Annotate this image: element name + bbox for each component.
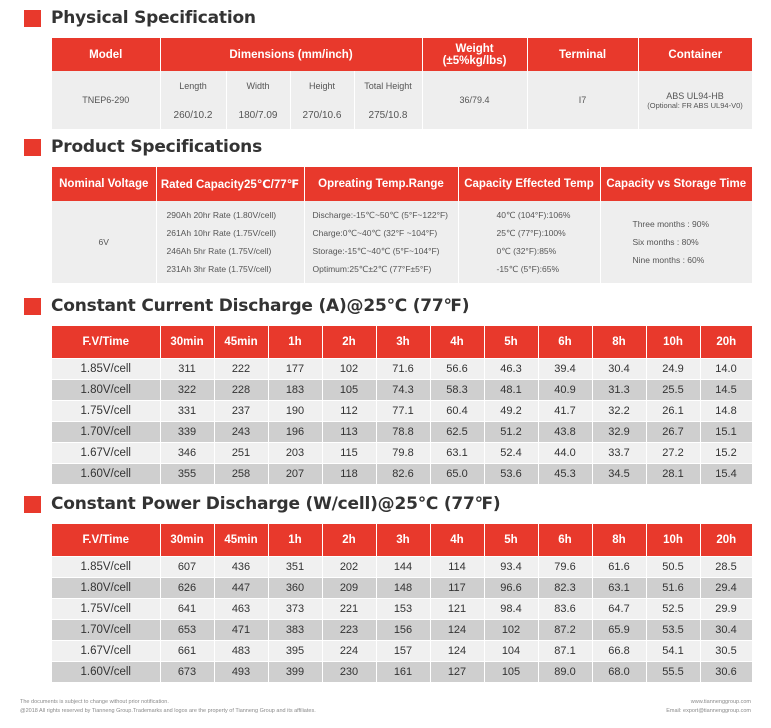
rated-capacity-item: 290Ah 20hr Rate (1.80V/cell) (166, 210, 277, 220)
section-marker-icon (24, 298, 41, 315)
table-cell: 124 (430, 640, 484, 661)
table-cell: 127 (430, 661, 484, 682)
table-cell: 30.5 (700, 640, 752, 661)
table-cell: 29.9 (700, 598, 752, 619)
nominal-voltage-value: 6V (52, 201, 156, 283)
current-col-header: 1h (268, 326, 322, 358)
table-cell: 339 (160, 421, 214, 442)
voltage-label: 1.67V/cell (52, 442, 160, 463)
table-cell: 30.4 (700, 619, 752, 640)
table-cell: 65.9 (592, 619, 646, 640)
table-cell: 383 (268, 619, 322, 640)
table-cell: 447 (214, 577, 268, 598)
table-cell: 221 (322, 598, 376, 619)
table-cell: 399 (268, 661, 322, 682)
table-cell: 87.1 (538, 640, 592, 661)
current-col-header: 20h (700, 326, 752, 358)
footer-email: Email: export@tiannenggroup.com (666, 708, 751, 714)
capacity-temp-item: -15℃ (5°F):65% (496, 264, 560, 274)
current-col-header: 6h (538, 326, 592, 358)
footer-left-line-1: The documents is subject to change without prior notification. (20, 699, 169, 705)
table-cell: 29.4 (700, 577, 752, 598)
table-cell: 32.9 (592, 421, 646, 442)
container-line-1: ABS UL94-HB (666, 90, 724, 101)
header-capacity-storage: Capacity vs Storage Time (600, 167, 752, 201)
table-cell: 203 (268, 442, 322, 463)
rated-capacity-item: 231Ah 3hr Rate (1.75V/cell) (166, 264, 272, 274)
power-col-header: 6h (538, 524, 592, 556)
table-cell: 62.5 (430, 421, 484, 442)
container-line-2: (Optional: FR ABS UL94-V0) (647, 100, 743, 110)
table-cell: 121 (430, 598, 484, 619)
table-cell: 54.1 (646, 640, 700, 661)
table-cell: 93.4 (484, 556, 538, 577)
power-col-header: 1h (268, 524, 322, 556)
section-marker-icon (24, 139, 41, 156)
table-cell: 673 (160, 661, 214, 682)
table-cell: 177 (268, 358, 322, 379)
table-cell: 25.5 (646, 379, 700, 400)
table-cell: 24.9 (646, 358, 700, 379)
table-row (52, 421, 752, 442)
capacity-storage-item: Three months : 90% (632, 219, 710, 229)
table-row (52, 577, 752, 598)
operating-temp-item: Optimum:25℃±2℃ (77°F±5°F) (312, 264, 432, 274)
table-cell: 626 (160, 577, 214, 598)
capacity-storage-item: Nine months : 60% (632, 255, 705, 265)
physical-spec-title: Physical Specification (24, 8, 256, 28)
sub-header-total-height: Total Height (354, 71, 422, 101)
table-row (52, 619, 752, 640)
table-cell: 15.1 (700, 421, 752, 442)
table-cell: 44.0 (538, 442, 592, 463)
sub-header-width: Width (226, 71, 290, 101)
table-cell: 183 (268, 379, 322, 400)
table-cell: 14.5 (700, 379, 752, 400)
power-col-header: 3h (376, 524, 430, 556)
weight-value: 36/79.4 (422, 71, 527, 129)
table-cell: 258 (214, 463, 268, 484)
table-cell: 228 (214, 379, 268, 400)
table-cell: 96.6 (484, 577, 538, 598)
power-col-header: 4h (430, 524, 484, 556)
table-cell: 15.4 (700, 463, 752, 484)
current-discharge-table (52, 326, 753, 484)
table-cell: 114 (430, 556, 484, 577)
operating-temp-item: Storage:-15℃~40℃ (5°F~104°F) (312, 246, 440, 256)
table-cell: 34.5 (592, 463, 646, 484)
table-cell: 102 (322, 358, 376, 379)
table-cell: 26.7 (646, 421, 700, 442)
voltage-label: 1.85V/cell (52, 556, 160, 577)
capacity-temp-item: 40℃ (104°F):106% (496, 210, 571, 220)
table-row (52, 400, 752, 421)
table-cell: 53.5 (646, 619, 700, 640)
power-col-header: 45min (214, 524, 268, 556)
table-cell: 351 (268, 556, 322, 577)
current-col-header: F.V/Time (52, 326, 160, 358)
table-cell: 51.6 (646, 577, 700, 598)
table-cell: 41.7 (538, 400, 592, 421)
table-row (52, 598, 752, 619)
terminal-value: I7 (527, 71, 638, 129)
power-col-header: 30min (160, 524, 214, 556)
table-cell: 50.5 (646, 556, 700, 577)
current-col-header: 2h (322, 326, 376, 358)
table-cell: 144 (376, 556, 430, 577)
section-marker-icon (24, 10, 41, 27)
rated-capacity-list (156, 201, 304, 283)
voltage-label: 1.67V/cell (52, 640, 160, 661)
model-value: TNEP6-290 (52, 71, 160, 129)
voltage-label: 1.80V/cell (52, 577, 160, 598)
operating-temp-item: Discharge:-15℃~50℃ (5°F~122°F) (312, 210, 449, 220)
header-capacity-temp: Capacity Effected Temp (458, 167, 600, 201)
table-cell: 113 (322, 421, 376, 442)
header-dimensions: Dimensions (mm/inch) (160, 38, 422, 71)
table-cell: 222 (214, 358, 268, 379)
table-cell: 153 (376, 598, 430, 619)
section-marker-icon (24, 496, 41, 513)
table-cell: 15.2 (700, 442, 752, 463)
table-cell: 83.6 (538, 598, 592, 619)
table-cell: 653 (160, 619, 214, 640)
voltage-label: 1.75V/cell (52, 598, 160, 619)
header-model: Model (52, 38, 160, 71)
table-cell: 471 (214, 619, 268, 640)
table-cell: 230 (322, 661, 376, 682)
table-cell: 56.6 (430, 358, 484, 379)
table-cell: 641 (160, 598, 214, 619)
table-cell: 46.3 (484, 358, 538, 379)
table-cell: 87.2 (538, 619, 592, 640)
table-cell: 28.1 (646, 463, 700, 484)
table-cell: 331 (160, 400, 214, 421)
table-cell: 40.9 (538, 379, 592, 400)
table-cell: 74.3 (376, 379, 430, 400)
table-cell: 105 (484, 661, 538, 682)
voltage-label: 1.85V/cell (52, 358, 160, 379)
table-row (52, 661, 752, 682)
table-cell: 124 (430, 619, 484, 640)
table-row (52, 640, 752, 661)
table-cell: 39.4 (538, 358, 592, 379)
table-cell: 26.1 (646, 400, 700, 421)
table-cell: 223 (322, 619, 376, 640)
current-col-header: 5h (484, 326, 538, 358)
current-col-header: 30min (160, 326, 214, 358)
table-cell: 463 (214, 598, 268, 619)
sub-header-height: Height (290, 71, 354, 101)
table-cell: 82.6 (376, 463, 430, 484)
table-cell: 27.2 (646, 442, 700, 463)
footer-disclaimer (20, 698, 316, 716)
capacity-storage-item: Six months : 80% (632, 237, 699, 247)
table-cell: 65.0 (430, 463, 484, 484)
power-col-header: 5h (484, 524, 538, 556)
table-cell: 79.8 (376, 442, 430, 463)
current-col-header: 4h (430, 326, 484, 358)
voltage-label: 1.70V/cell (52, 619, 160, 640)
table-cell: 28.5 (700, 556, 752, 577)
table-row (52, 379, 752, 400)
voltage-label: 1.70V/cell (52, 421, 160, 442)
power-discharge-title: Constant Power Discharge (W/cell)@25℃ (77℉) (24, 494, 501, 514)
current-col-header: 45min (214, 326, 268, 358)
capacity-storage-list (600, 201, 752, 283)
table-cell: 55.5 (646, 661, 700, 682)
table-cell: 71.6 (376, 358, 430, 379)
header-container: Container (638, 38, 752, 71)
table-cell: 77.1 (376, 400, 430, 421)
operating-temp-list (304, 201, 458, 283)
footer-left-line-2: @2018 All rights reserved by Tianneng Group.Trademarks and logos are the property of Tianneng Group and its affiliates. (20, 708, 316, 714)
table-cell: 346 (160, 442, 214, 463)
table-cell: 61.6 (592, 556, 646, 577)
capacity-temp-item: 0℃ (32°F):85% (496, 246, 557, 256)
table-cell: 52.4 (484, 442, 538, 463)
width-value: 180/7.09 (226, 101, 290, 129)
table-cell: 104 (484, 640, 538, 661)
table-cell: 48.1 (484, 379, 538, 400)
operating-temp-item: Charge:0℃~40℃ (32°F ~104°F) (312, 228, 438, 238)
header-weight: Weight (±5%kg/lbs) (422, 38, 527, 71)
power-col-header: 8h (592, 524, 646, 556)
table-row (52, 358, 752, 379)
table-cell: 89.0 (538, 661, 592, 682)
table-cell: 112 (322, 400, 376, 421)
table-cell: 493 (214, 661, 268, 682)
current-discharge-title: Constant Current Discharge (A)@25℃ (77℉) (24, 296, 469, 316)
power-col-header: 20h (700, 524, 752, 556)
table-cell: 196 (268, 421, 322, 442)
table-cell: 51.2 (484, 421, 538, 442)
length-value: 260/10.2 (160, 101, 226, 129)
header-rated-capacity: Rated Capacity25℃/77℉ (156, 167, 304, 201)
table-cell: 157 (376, 640, 430, 661)
table-cell: 436 (214, 556, 268, 577)
table-cell: 53.6 (484, 463, 538, 484)
table-cell: 483 (214, 640, 268, 661)
table-cell: 118 (322, 463, 376, 484)
table-cell: 190 (268, 400, 322, 421)
product-spec-title: Product Specifications (24, 137, 262, 157)
power-discharge-table (52, 524, 753, 682)
table-cell: 30.4 (592, 358, 646, 379)
table-cell: 661 (160, 640, 214, 661)
table-cell: 52.5 (646, 598, 700, 619)
table-cell: 105 (322, 379, 376, 400)
total-height-value: 275/10.8 (354, 101, 422, 129)
voltage-label: 1.75V/cell (52, 400, 160, 421)
footer-contact (666, 698, 751, 716)
table-cell: 117 (430, 577, 484, 598)
header-terminal: Terminal (527, 38, 638, 71)
table-cell: 237 (214, 400, 268, 421)
table-cell: 60.4 (430, 400, 484, 421)
current-col-header: 8h (592, 326, 646, 358)
table-cell: 79.6 (538, 556, 592, 577)
table-cell: 224 (322, 640, 376, 661)
voltage-label: 1.60V/cell (52, 661, 160, 682)
container-value (638, 71, 752, 129)
sub-header-length: Length (160, 71, 226, 101)
table-row (52, 463, 752, 484)
table-cell: 311 (160, 358, 214, 379)
table-cell: 45.3 (538, 463, 592, 484)
table-cell: 98.4 (484, 598, 538, 619)
table-cell: 30.6 (700, 661, 752, 682)
table-cell: 68.0 (592, 661, 646, 682)
table-cell: 115 (322, 442, 376, 463)
table-cell: 31.3 (592, 379, 646, 400)
table-cell: 43.8 (538, 421, 592, 442)
current-col-header: 3h (376, 326, 430, 358)
table-cell: 355 (160, 463, 214, 484)
table-cell: 607 (160, 556, 214, 577)
table-row (52, 556, 752, 577)
table-cell: 148 (376, 577, 430, 598)
height-value: 270/10.6 (290, 101, 354, 129)
table-cell: 373 (268, 598, 322, 619)
table-cell: 360 (268, 577, 322, 598)
power-col-header: 2h (322, 524, 376, 556)
table-cell: 63.1 (430, 442, 484, 463)
table-cell: 395 (268, 640, 322, 661)
table-cell: 322 (160, 379, 214, 400)
voltage-label: 1.80V/cell (52, 379, 160, 400)
table-row (52, 442, 752, 463)
table-cell: 66.8 (592, 640, 646, 661)
table-cell: 161 (376, 661, 430, 682)
power-col-header: F.V/Time (52, 524, 160, 556)
physical-spec-table (52, 38, 753, 129)
table-cell: 207 (268, 463, 322, 484)
table-cell: 49.2 (484, 400, 538, 421)
capacity-temp-list (458, 201, 600, 283)
table-cell: 156 (376, 619, 430, 640)
table-cell: 33.7 (592, 442, 646, 463)
current-col-header: 10h (646, 326, 700, 358)
table-cell: 32.2 (592, 400, 646, 421)
rated-capacity-item: 261Ah 10hr Rate (1.75V/cell) (166, 228, 277, 238)
header-nominal-voltage: Nominal Voltage (52, 167, 156, 201)
footer-website: www.tiannenggroup.com (690, 699, 751, 705)
capacity-temp-item: 25℃ (77°F):100% (496, 228, 566, 238)
table-cell: 78.8 (376, 421, 430, 442)
table-cell: 243 (214, 421, 268, 442)
power-col-header: 10h (646, 524, 700, 556)
table-cell: 251 (214, 442, 268, 463)
table-cell: 102 (484, 619, 538, 640)
header-operating-temp: Opreating Temp.Range (304, 167, 458, 201)
voltage-label: 1.60V/cell (52, 463, 160, 484)
table-cell: 64.7 (592, 598, 646, 619)
table-cell: 209 (322, 577, 376, 598)
product-spec-table (52, 167, 753, 283)
rated-capacity-item: 246Ah 5hr Rate (1.75V/cell) (166, 246, 272, 256)
table-cell: 14.0 (700, 358, 752, 379)
table-cell: 82.3 (538, 577, 592, 598)
table-cell: 58.3 (430, 379, 484, 400)
table-cell: 14.8 (700, 400, 752, 421)
table-cell: 63.1 (592, 577, 646, 598)
table-cell: 202 (322, 556, 376, 577)
